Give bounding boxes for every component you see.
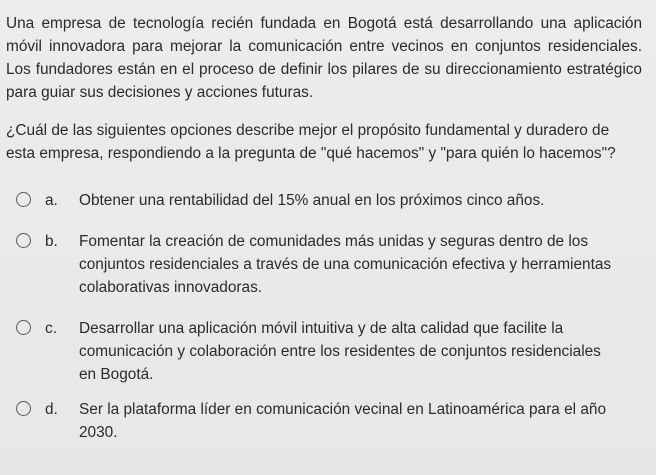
option-text-c[interactable]: Desarrollar una aplicación móvil intuitiva y de alta calidad que facilite la comunicación y colaboración entre los residentes de conjuntos residenciales en Bogotá. (79, 320, 601, 383)
question-prompt-text: ¿Cuál de las siguientes opciones describe mejor el propósito fundamental y duradero de esta empresa, respondiendo a la pregunta de "qué hacemos" y "para quién lo hacemos"? (6, 122, 616, 162)
option-letter-b: b. (45, 233, 58, 250)
answer-options-list (6, 189, 642, 444)
radio-button-a[interactable] (16, 192, 31, 207)
option-text-a[interactable]: Obtener una rentabilidad del 15% anual en los próximos cinco años. (79, 192, 545, 209)
radio-button-b[interactable] (16, 233, 31, 248)
option-text-b[interactable]: Fomentar la creación de comunidades más unidas y seguras dentro de los conjuntos residenciales a través de una comunicación efectiva y herramientas colaborativas innovadoras. (79, 233, 612, 296)
option-letter-a: a. (45, 192, 58, 209)
answer-option-c[interactable] (16, 317, 642, 386)
answer-option-a[interactable] (16, 189, 642, 212)
radio-button-c[interactable] (16, 320, 31, 335)
option-letter-d: d. (45, 401, 58, 418)
answer-option-d[interactable] (16, 398, 642, 444)
question-scenario-text: Una empresa de tecnología recién fundada en Bogotá está desarrollando una aplicación móvil innovadora para mejorar la comunicación entre vecinos en conjuntos residenciales. Los fundadores están en el proceso de definir los pilares de su direccionamiento estratégico para guiar sus decisiones y acciones futuras. (6, 15, 642, 101)
radio-button-d[interactable] (16, 401, 31, 416)
answer-option-b[interactable] (16, 230, 642, 299)
option-text-d[interactable]: Ser la plataforma líder en comunicación vecinal en Latinoamérica para el año 2030. (79, 401, 607, 441)
option-letter-c: c. (45, 320, 57, 337)
